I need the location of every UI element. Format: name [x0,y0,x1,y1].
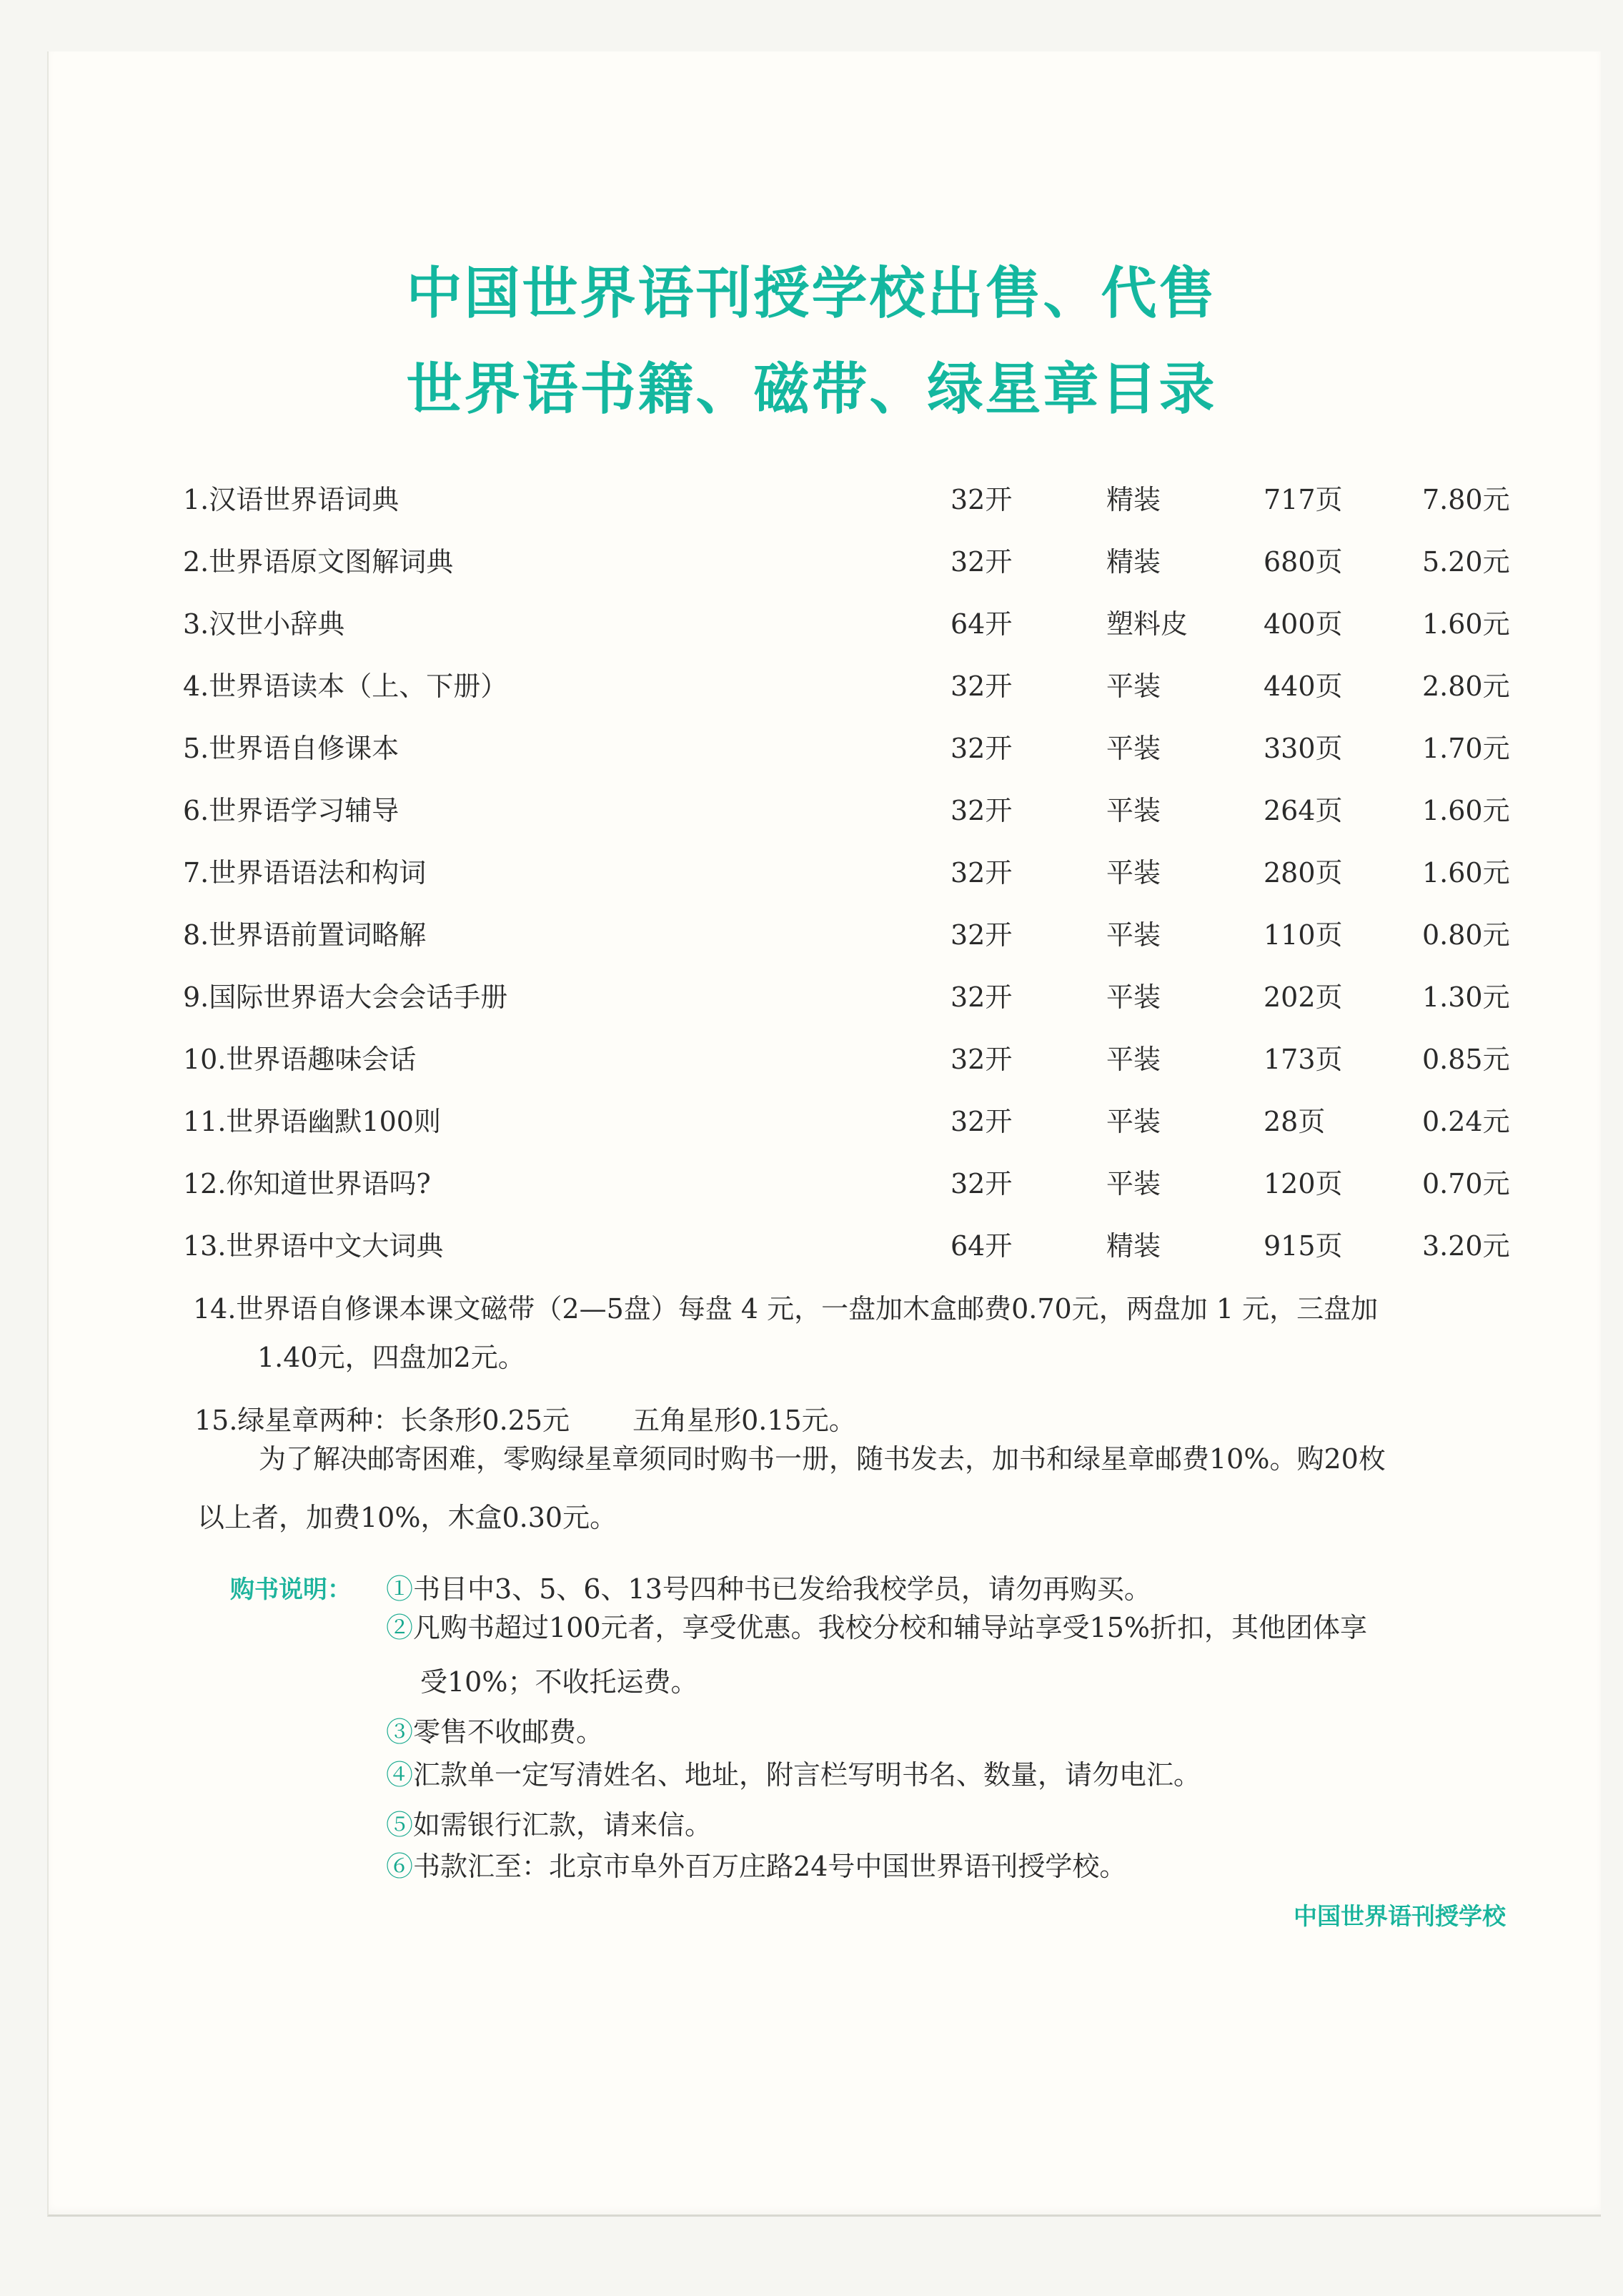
book-format: 32开 [951,1106,1013,1137]
book-pages: 264页 [1264,795,1343,826]
note-item [386,1605,1367,1645]
note-number: ⑤ [386,1809,414,1841]
book-binding: 平装 [1106,795,1161,826]
catalog-row [0,664,1623,707]
note-number: ② [386,1612,414,1643]
book-pages: 440页 [1264,671,1343,702]
book-title: 10.世界语趣味会话 [183,1044,417,1075]
book-price: 1.60元 [1422,795,1510,826]
item-14-line-1: 14.世界语自修课本课文磁带（2—5盘）每盘 4 元，一盘加木盒邮费0.70元，两盘加 1 元，三盘加 [193,1293,1379,1325]
book-price: 1.70元 [1422,733,1510,764]
book-pages: 28页 [1264,1106,1326,1137]
item-15-line-3: 以上者，加费10%，木盒0.30元。 [197,1502,617,1533]
book-title: 2.世界语原文图解词典 [183,546,454,578]
book-binding: 平装 [1106,1168,1161,1199]
book-title: 6.世界语学习辅导 [183,795,399,826]
book-price: 3.20元 [1422,1230,1510,1262]
note-item [386,1710,603,1749]
item-14-line-2: 1.40元，四盘加2元。 [257,1342,525,1373]
catalog-row [0,851,1623,894]
book-price: 0.24元 [1422,1106,1510,1137]
book-binding: 塑料皮 [1106,608,1188,640]
book-price: 1.60元 [1422,608,1510,640]
book-price: 0.85元 [1422,1044,1510,1075]
book-pages: 110页 [1264,919,1343,951]
book-pages: 173页 [1264,1044,1343,1075]
book-binding: 精装 [1106,1230,1161,1262]
book-pages: 915页 [1264,1230,1343,1262]
catalog-row [0,726,1623,769]
note-item [386,1753,1201,1792]
catalog-row [0,788,1623,831]
book-binding: 平装 [1106,671,1161,702]
book-format: 32开 [951,857,1013,889]
book-format: 64开 [951,608,1013,640]
book-price: 7.80元 [1422,484,1510,515]
note-item [386,1844,1126,1884]
title-line-2: 世界语书籍、磁带、绿星章目录 [406,357,1217,422]
book-binding: 精装 [1106,546,1161,578]
book-price: 0.70元 [1422,1168,1510,1199]
book-pages: 280页 [1264,857,1343,889]
book-format: 32开 [951,795,1013,826]
catalog-row [0,1037,1623,1080]
note-text: 如需银行汇款，请来信。 [413,1809,713,1841]
catalog-row [0,1162,1623,1204]
book-format: 32开 [951,919,1013,951]
book-title: 8.世界语前置词略解 [183,919,427,951]
book-pages: 717页 [1264,484,1343,515]
note-number: ③ [386,1716,414,1748]
book-pages: 330页 [1264,733,1343,764]
book-pages: 400页 [1264,608,1343,640]
school-signature: 中国世界语刊授学校 [1294,1902,1506,1930]
item-15-line-2: 为了解决邮寄困难，零购绿星章须同时购书一册，随书发去，加书和绿星章邮费10%。购20枚 [259,1443,1386,1475]
book-title: 13.世界语中文大词典 [183,1230,444,1262]
note-text: 汇款单一定写清姓名、地址，附言栏写明书名、数量，请勿电汇。 [413,1759,1201,1791]
book-title: 12.你知道世界语吗? [183,1168,431,1199]
book-pages: 202页 [1264,981,1343,1013]
book-format: 32开 [951,484,1013,515]
book-binding: 平装 [1106,1106,1161,1137]
book-format: 32开 [951,671,1013,702]
book-title: 3.汉世小辞典 [183,608,345,640]
note-number: ⑥ [386,1851,414,1882]
book-price: 1.60元 [1422,857,1510,889]
catalog-row [0,913,1623,956]
book-binding: 平装 [1106,857,1161,889]
note-number: ④ [386,1759,414,1791]
note-item [386,1567,1151,1606]
book-title: 1.汉语世界语词典 [183,484,399,515]
book-title: 11.世界语幽默100则 [183,1106,441,1137]
book-binding: 平装 [1106,981,1161,1013]
book-format: 64开 [951,1230,1013,1262]
book-binding: 平装 [1106,919,1161,951]
note-text: 零售不收邮费。 [413,1716,604,1748]
book-title: 9.国际世界语大会会话手册 [183,981,508,1013]
book-price: 2.80元 [1422,671,1510,702]
note-number: ① [386,1573,414,1605]
book-title: 5.世界语自修课本 [183,733,399,764]
book-binding: 平装 [1106,1044,1161,1075]
note-text: 书目中3、5、6、13号四种书已发给我校学员，请勿再购买。 [413,1573,1151,1605]
note-text: 受10%；不收托运费。 [420,1666,698,1698]
catalog-row [0,1099,1623,1142]
book-format: 32开 [951,981,1013,1013]
book-binding: 精装 [1106,484,1161,515]
book-price: 5.20元 [1422,546,1510,578]
item-15-line-1: 15.绿星章两种：长条形0.25元 五角星形0.15元。 [194,1405,856,1436]
book-title: 4.世界语读本（上、下册） [183,671,508,702]
title-line-1: 中国世界语刊授学校出售、代售 [406,262,1217,326]
book-format: 32开 [951,733,1013,764]
note-item [420,1660,698,1699]
note-text: 书款汇至：北京市阜外百万庄路24号中国世界语刊授学校。 [413,1851,1127,1882]
book-format: 32开 [951,1044,1013,1075]
book-price: 1.30元 [1422,981,1510,1013]
note-text: 凡购书超过100元者，享受优惠。我校分校和辅导站享受15%折扣，其他团体享 [413,1612,1368,1643]
book-format: 32开 [951,1168,1013,1199]
book-price: 0.80元 [1422,919,1510,951]
book-pages: 120页 [1264,1168,1343,1199]
note-item [386,1803,712,1842]
book-pages: 680页 [1264,546,1343,578]
catalog-row [0,540,1623,583]
catalog-row [0,602,1623,645]
book-format: 32开 [951,546,1013,578]
book-title: 7.世界语语法和构词 [183,857,427,889]
catalog-row [0,1224,1623,1267]
purchase-notes-label: 购书说明： [230,1575,352,1604]
book-binding: 平装 [1106,733,1161,764]
catalog-row [0,477,1623,520]
catalog-row [0,975,1623,1018]
